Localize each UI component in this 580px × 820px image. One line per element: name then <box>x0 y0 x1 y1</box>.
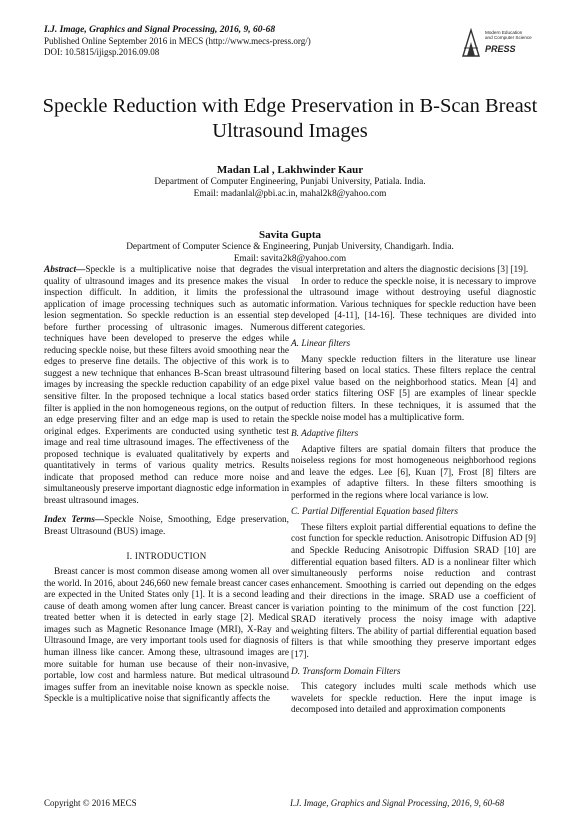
intro-paragraph: Breast cancer is most common disease among women all over the world. In 2016, about 246,660 new female breast cancer cases are expected in the United States only [1]. It is a second leading cause of death among women after lung cancer. Breast cancer is treated better when it is detected in early stage [2]. Medical images such as Magnetic Resonance Image (MRI), X-Ray and Ultrasound Image, are very important tools used for diagnosis of human illness like cancer. Among these, ultrasound images are more suitable for human use because of their non-invasive, portable, low cost and harmless nature. But medical ultrasound images suffer from an inevitable noise known as speckle noise. Speckle is a multiplicative noise that significantly affects the <box>44 567 289 705</box>
section-heading-introduction: I. INTRODUCTION <box>126 550 207 561</box>
author-names: Madan Lal , Lakhwinder Kaur <box>216 164 364 176</box>
intro-paragraph-2: In order to reduce the speckle noise, it is necessary to improve the ultrasound image without destroying useful diagnostic information. Various techniques for speckle reduction have been developed [4-11], [14-16]. These techniques are divided into different categories. <box>291 276 536 333</box>
transform-filters-paragraph: This category includes multi scale methods which use wavelets for speckle reduction. Here the input image is decomposed into detailed and approximation components <box>291 682 536 716</box>
abstract-text: Speckle is a multiplicative noise that degrades the quality of ultrasound images and its presence makes the visual inspection difficult. In addition, it limits the professional application of image processing techniques such as automatic lesion segmentation. So speckle reduction is an essential step before further processing of ultrasonic images. Numerous techniques have been developed to preserve the edges while reducing speckle noise, but these filters avoid smoothing near the edges to preserve fine details. The objective of this work is to suggest a new technique that enhances B-Scan breast ultrasound images by increasing the speckle reduction capability of an edge sensitive filter. In the proposed technique a local statics based filter is applied in the non homogeneous regions, on the output of an edge preserving filter and an edge map is used to retain the original edges. Experiments are conducted using synthetic test image and real time ultrasound images. The effectiveness of the proposed technique is evaluated qualitatively by experts and quantitatively in terms of various quality metrics. Results indicate that proposed method can reduce more noise and simultaneously preserve important diagnostic edge information in breast ultrasound images. <box>44 265 289 506</box>
index-terms <box>44 515 289 538</box>
index-terms-label: Index Terms— <box>44 515 105 526</box>
left-column <box>44 265 289 706</box>
subsection-heading-transform-filters: D. Transform Domain Filters <box>291 666 401 677</box>
mecs-logo-icon <box>461 28 481 58</box>
subsection-heading-adaptive-filters: B. Adaptive filters <box>291 429 359 440</box>
author-email: Email: savita2k8@yahoo.com <box>233 253 347 264</box>
pde-filters-paragraph: These filters exploit partial differential equations to define the cost function for speckle reduction. Anisotropic Diffusion AD [9] and Speckle Reducing Anisotropic Diffusion SRAD [10] are differential equation based filters. AD is a nonlinear filter which simultaneously performs noise reduction and contrast enhancement. Smoothing is carried out depending on the edges and their directions in the image. SRAD use a coefficient of variation pointing to the minimum of the cost function [22]. SRAD iteratively process the noisy image with adaptive weighting filters. The ability of partial differential equation based filters is that while smoothing they preserve important edges [17]. <box>291 522 536 660</box>
author-email: Email: madanlal@pbi.ac.in, mahal2k8@yahoo.com <box>193 188 387 199</box>
adaptive-filters-paragraph: Adaptive filters are spatial domain filters that produce the noiseless regions for most homogeneous neighborhood regions and leave the edges. Lee [6], Kuan [7], Frost [8] filters are examples of adaptive filters. In these filters smoothing is performed in the regions where local variance is low. <box>291 444 536 501</box>
abstract <box>44 265 289 507</box>
abstract-label: Abstract— <box>44 265 86 275</box>
logo-press-text: PRESS <box>485 44 516 54</box>
author-block-2 <box>40 228 540 265</box>
journal-header <box>44 25 444 57</box>
doi: DOI: 10.5815/ijigsp.2016.09.08 <box>44 46 160 57</box>
linear-filters-paragraph: Many speckle reduction filters in the literature use linear filtering based on local statics. These filters replace the central pixel value based on the neighborhood statics. Mean [4] and order statics filtering OSF [5] are examples of linear speckle reduction filters. In these techniques, it is assumed that the speckle noise model has a multiplicative form. <box>291 354 536 423</box>
footer-copyright: Copyright © 2016 MECS <box>44 798 137 808</box>
intro-continuation: visual interpretation and alters the diagnostic decisions [3] [19]. <box>291 265 529 275</box>
mecs-press-logo <box>455 24 545 66</box>
paper-title: Speckle Reduction with Edge Preservation in B-Scan Breast Ultrasound Images <box>42 95 538 142</box>
author-affiliation: Department of Computer Engineering, Punjabi University, Patiala. India. <box>154 177 426 187</box>
subsection-heading-pde-filters: C. Partial Differential Equation based filters <box>291 507 458 518</box>
logo-text-line2: and Computer Science <box>485 35 532 40</box>
author-names: Savita Gupta <box>258 229 322 241</box>
author-affiliation: Department of Computer Science & Engineering, Punjab University, Chandigarh. India. <box>126 242 454 252</box>
footer-citation: I.J. Image, Graphics and Signal Processing, 2016, 9, 60-68 <box>290 798 505 808</box>
subsection-heading-linear-filters: A. Linear filters <box>291 339 351 350</box>
logo-text-line1: Modern Education <box>485 30 523 35</box>
right-column <box>291 265 536 717</box>
journal-citation: I.J. Image, Graphics and Signal Processing, 2016, 9, 60-68 <box>44 25 276 35</box>
index-terms-text: Speckle Noise, Smoothing, Edge preservation, Breast Ultrasound (BUS) image. <box>44 515 289 538</box>
publication-info: Published Online September 2016 in MECS (http://www.mecs-press.org/) <box>44 36 311 46</box>
author-block-1 <box>40 163 540 200</box>
